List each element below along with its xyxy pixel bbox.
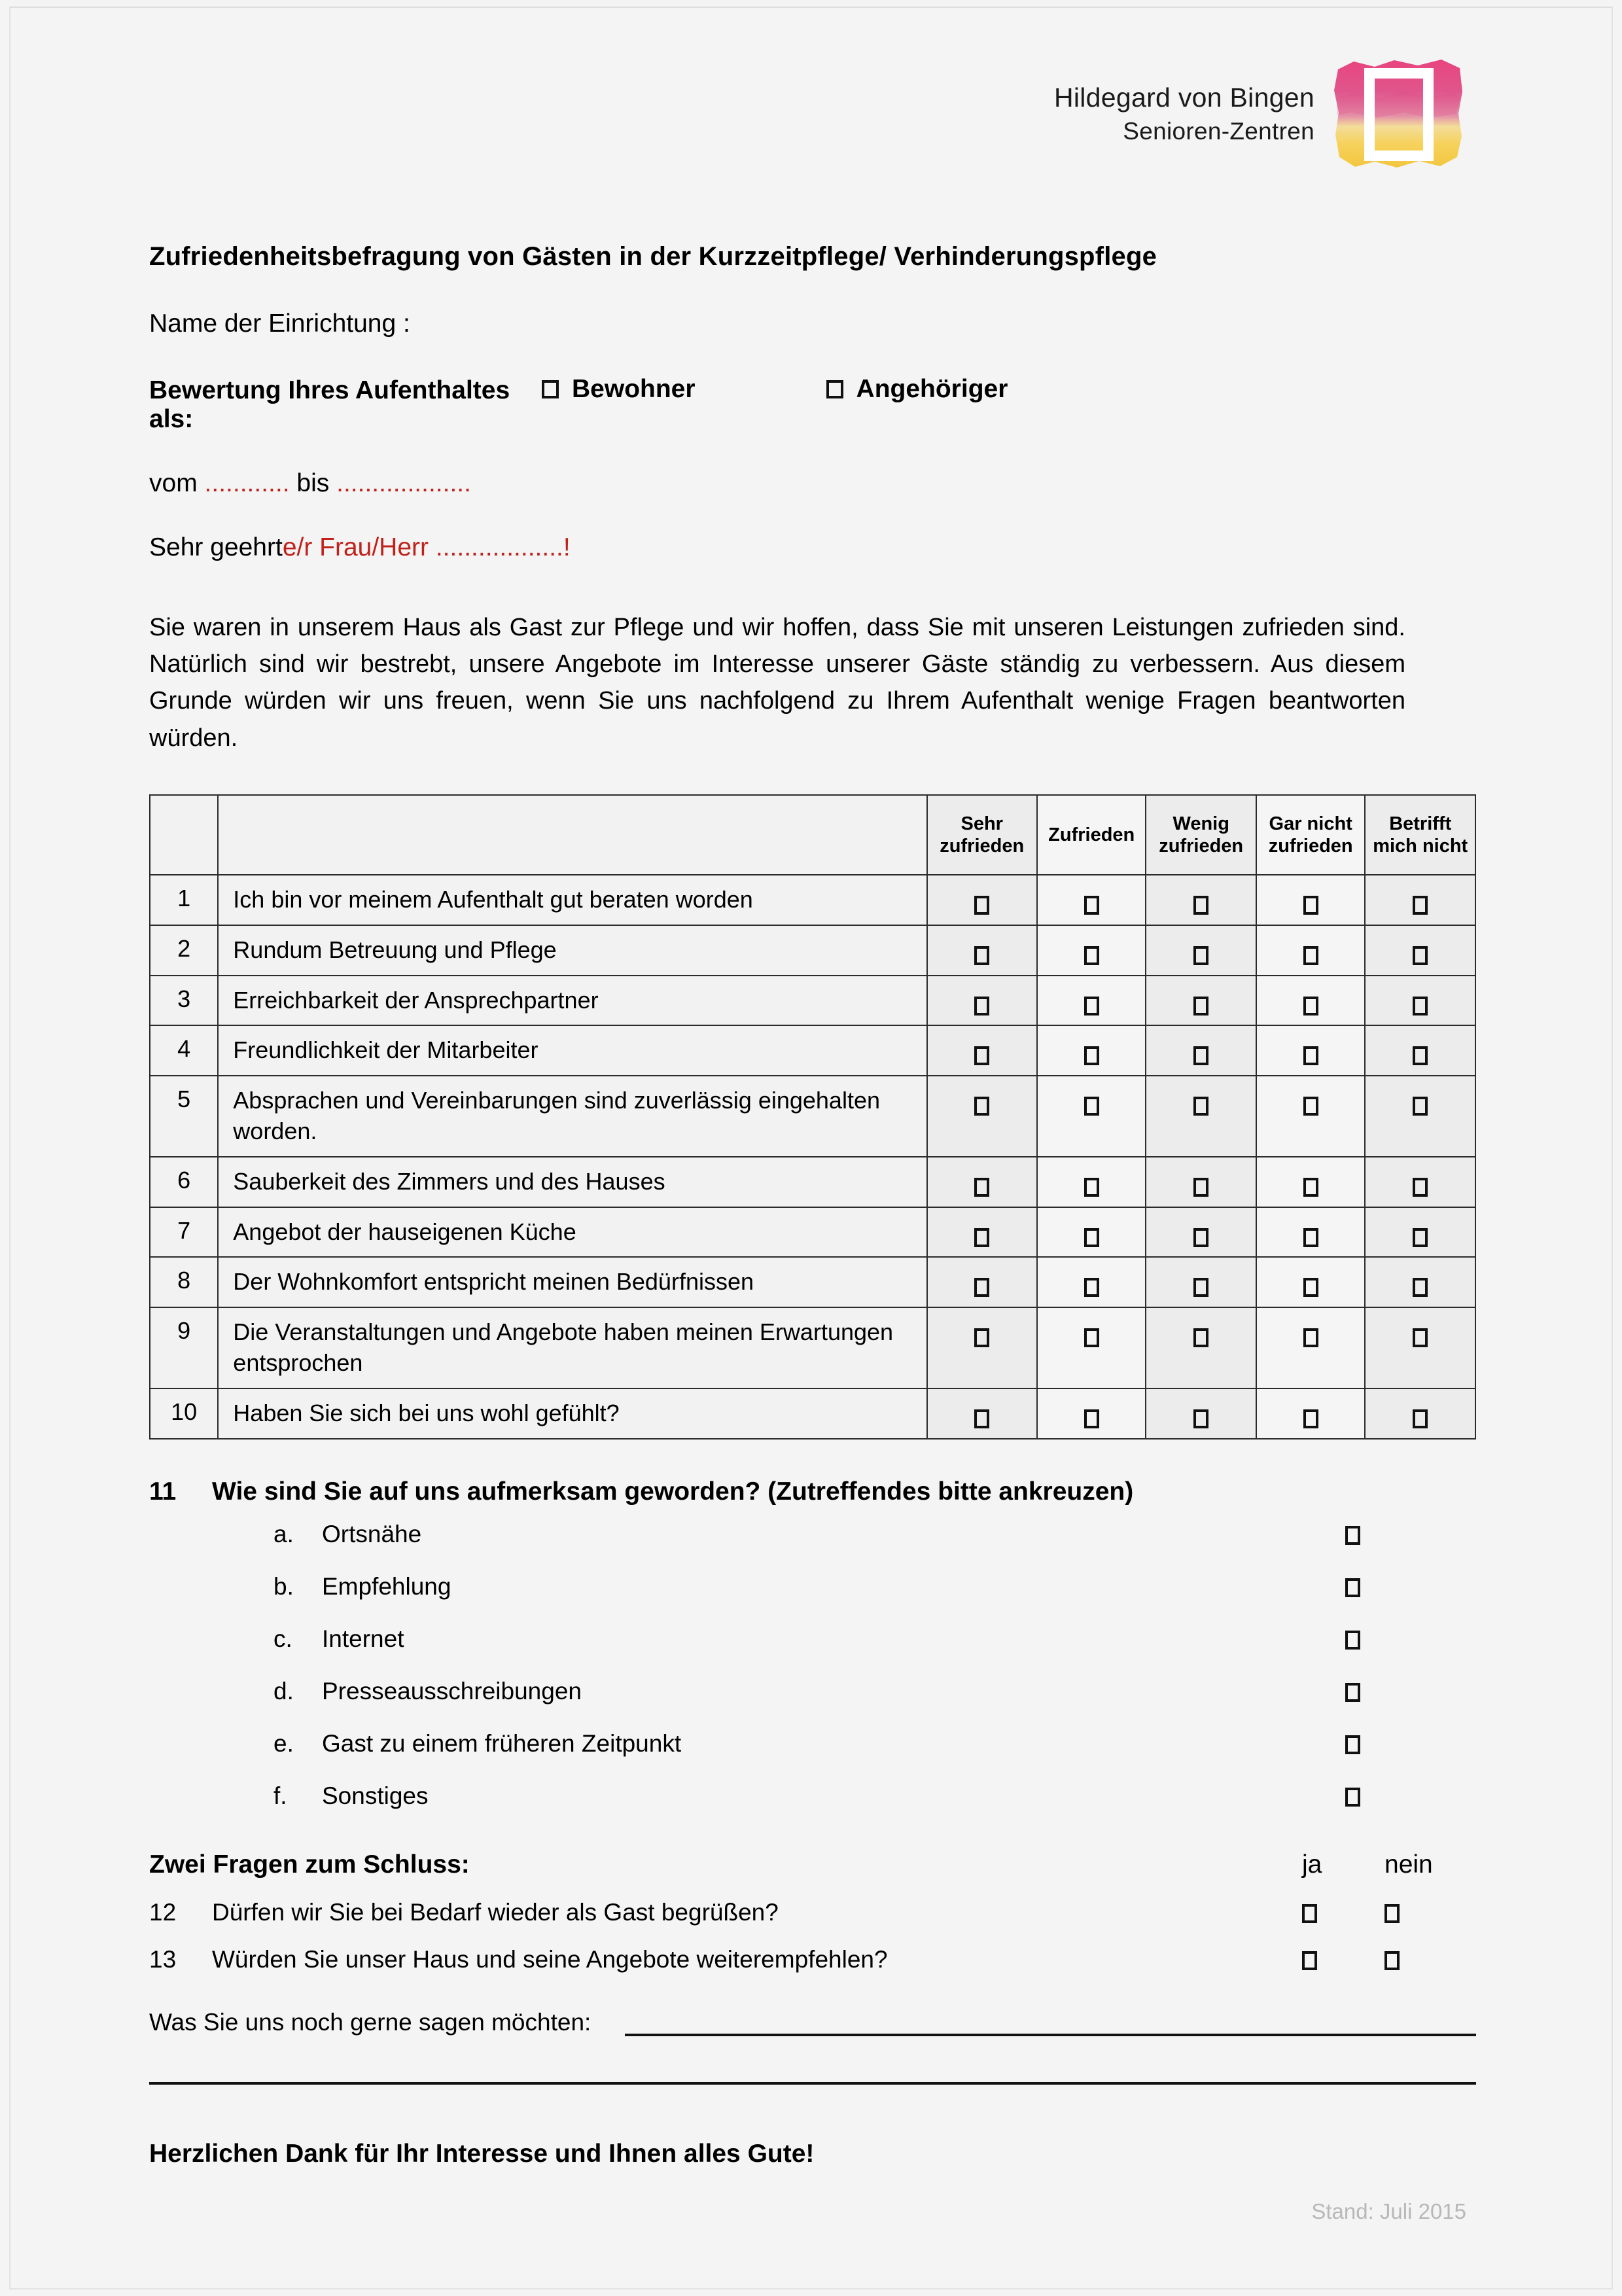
role-option-1-label: Bewohner xyxy=(572,375,696,403)
satisfaction-rating-table xyxy=(149,794,1476,1439)
rating-cell-1[interactable] xyxy=(927,925,1037,976)
checkbox-icon[interactable] xyxy=(1413,1097,1428,1116)
freetext-row xyxy=(149,2009,1476,2036)
checkbox-icon[interactable] xyxy=(974,1228,989,1247)
checkbox-icon[interactable] xyxy=(1084,896,1099,915)
option-letter: e. xyxy=(273,1729,294,1757)
checkbox-icon[interactable] xyxy=(974,997,989,1016)
period-prefix: vom xyxy=(149,469,198,497)
document-header xyxy=(0,58,1622,175)
header-line-1: Betrifft xyxy=(1389,813,1452,834)
row-question-text: Freundlichkeit der Mitarbeiter xyxy=(218,1025,926,1076)
checkbox-icon[interactable] xyxy=(1193,946,1208,965)
list-item xyxy=(149,1946,1476,1973)
checkbox-icon[interactable] xyxy=(974,1046,989,1065)
row-question-text: Absprachen und Vereinbarungen sind zuverlässig eingehalten worden. xyxy=(218,1076,926,1157)
option-checkbox-cell[interactable] xyxy=(1345,1521,1384,1548)
option-letter: f. xyxy=(273,1782,287,1809)
table-row xyxy=(150,1157,1475,1207)
facility-name-label: Name der Einrichtung : xyxy=(149,309,410,338)
checkbox-icon[interactable] xyxy=(1303,1278,1318,1297)
rating-cell-1[interactable] xyxy=(927,1157,1037,1207)
row-number: 8 xyxy=(150,1257,218,1307)
header-blank-num xyxy=(150,795,218,875)
rating-cell-1[interactable] xyxy=(927,1025,1037,1076)
list-item xyxy=(149,1899,1476,1926)
question-number: 13 xyxy=(149,1945,177,1973)
list-item[interactable] xyxy=(149,1782,1476,1835)
rating-cell-3[interactable] xyxy=(1146,925,1256,976)
option-checkbox-cell[interactable] xyxy=(1345,1782,1384,1810)
rating-cell-5[interactable] xyxy=(1365,976,1475,1026)
checkbox-icon[interactable] xyxy=(1084,1409,1099,1428)
role-label: Bewertung Ihres Aufenthaltes als: xyxy=(149,376,510,433)
list-item[interactable] xyxy=(149,1625,1476,1678)
closing-heading-label: Zwei Fragen zum Schluss: xyxy=(149,1850,470,1879)
checkbox-icon[interactable] xyxy=(1413,997,1428,1016)
yes-checkbox-cell[interactable] xyxy=(1302,1946,1384,1973)
header-line-1: Wenig xyxy=(1172,813,1229,834)
stay-period-row xyxy=(149,469,1476,498)
option-letter: b. xyxy=(273,1572,294,1600)
checkbox-icon[interactable] xyxy=(1413,1228,1428,1247)
row-number: 10 xyxy=(150,1388,218,1439)
column-header-betrifft-mich-nicht xyxy=(1365,795,1475,875)
rating-table-body xyxy=(150,875,1475,1439)
logo-line-2: Senioren-Zentren xyxy=(1123,117,1314,145)
checkbox-icon[interactable] xyxy=(974,1178,989,1197)
question-text: Dürfen wir Sie bei Bedarf wieder als Gast begrüßen? xyxy=(212,1898,779,1926)
checkbox-icon[interactable] xyxy=(1084,1046,1099,1065)
no-column-label: nein xyxy=(1384,1850,1433,1879)
rating-cell-3[interactable] xyxy=(1146,1157,1256,1207)
intro-paragraph: Sie waren in unserem Haus als Gast zur Pflege und wir hoffen, dass Sie mit unseren Leistungen zufrieden sind. Natürlich sind wir bestrebt, unsere Angebote im Interesse unserer Gäste ständig zu verbessern. Aus diesem Grunde würden wir uns freuen, wenn Sie uns nachfolgend zu Ihrem Aufenthalt wenige Fragen beantworten würden. xyxy=(149,614,1405,752)
no-checkbox-cell[interactable] xyxy=(1384,1899,1476,1926)
rating-cell-2[interactable] xyxy=(1037,1388,1146,1439)
yes-checkbox-cell[interactable] xyxy=(1302,1899,1384,1926)
rating-cell-2[interactable] xyxy=(1037,925,1146,976)
option-letter: c. xyxy=(273,1625,292,1652)
checkbox-angehoeriger-icon[interactable] xyxy=(826,380,843,398)
rating-cell-4[interactable] xyxy=(1256,1025,1365,1076)
checkbox-icon[interactable] xyxy=(1413,1278,1428,1297)
option-checkbox-cell[interactable] xyxy=(1345,1625,1384,1653)
column-header-zufrieden xyxy=(1037,795,1146,875)
list-item[interactable] xyxy=(149,1678,1476,1730)
checkbox-icon[interactable] xyxy=(1193,1278,1208,1297)
logo-line-1: Hildegard von Bingen xyxy=(1053,82,1314,113)
option-letter: d. xyxy=(273,1677,294,1704)
row-number: 5 xyxy=(150,1076,218,1157)
rating-cell-4[interactable] xyxy=(1256,875,1365,925)
column-header-wenig-zufrieden xyxy=(1146,795,1256,875)
checkbox-icon[interactable] xyxy=(1413,1178,1428,1197)
rating-cell-2[interactable] xyxy=(1037,1307,1146,1388)
checkbox-icon[interactable] xyxy=(1193,1097,1208,1116)
checkbox-icon[interactable] xyxy=(1345,1735,1360,1754)
checkbox-icon[interactable] xyxy=(1193,1228,1208,1247)
checkbox-icon[interactable] xyxy=(1413,1409,1428,1428)
checkbox-icon[interactable] xyxy=(1193,896,1208,915)
rating-cell-5[interactable] xyxy=(1365,1388,1475,1439)
rating-cell-4[interactable] xyxy=(1256,1388,1365,1439)
question-text: Würden Sie unser Haus und seine Angebote weiterempfehlen? xyxy=(212,1945,888,1973)
rating-cell-2[interactable] xyxy=(1037,1076,1146,1157)
document-body xyxy=(149,242,1476,2168)
rating-cell-2[interactable] xyxy=(1037,875,1146,925)
question-number: 12 xyxy=(149,1898,177,1926)
checkbox-icon[interactable] xyxy=(1413,946,1428,965)
checkbox-icon[interactable] xyxy=(974,946,989,965)
checkbox-icon[interactable] xyxy=(1384,1951,1400,1970)
list-item[interactable] xyxy=(149,1521,1476,1573)
table-row xyxy=(150,1025,1475,1076)
rating-cell-4[interactable] xyxy=(1256,1307,1365,1388)
table-header-row xyxy=(150,795,1475,875)
table-row xyxy=(150,1207,1475,1258)
watercolor-square-icon xyxy=(1331,58,1466,170)
checkbox-icon[interactable] xyxy=(974,1097,989,1116)
row-question-text: Ich bin vor meinem Aufenthalt gut beraten worden xyxy=(218,875,926,925)
row-number: 7 xyxy=(150,1207,218,1258)
row-number: 4 xyxy=(150,1025,218,1076)
checkbox-icon[interactable] xyxy=(1303,946,1318,965)
logo-wordmark xyxy=(1054,80,1314,147)
checkbox-icon[interactable] xyxy=(1193,1046,1208,1065)
header-line-2: zufrieden xyxy=(940,835,1025,857)
checkbox-icon[interactable] xyxy=(1084,1178,1099,1197)
checkbox-icon[interactable] xyxy=(1084,1228,1099,1247)
role-selection-row xyxy=(149,375,1476,434)
rating-cell-3[interactable] xyxy=(1146,1307,1256,1388)
rating-cell-4[interactable] xyxy=(1256,925,1365,976)
rating-cell-2[interactable] xyxy=(1037,976,1146,1026)
rating-cell-4[interactable] xyxy=(1256,1207,1365,1258)
list-item[interactable] xyxy=(149,1573,1476,1625)
period-dots-to[interactable]: ................... xyxy=(336,469,471,497)
checkbox-icon[interactable] xyxy=(1345,1631,1360,1650)
checkbox-icon[interactable] xyxy=(974,1409,989,1428)
checkbox-icon[interactable] xyxy=(1384,1904,1400,1923)
rating-cell-1[interactable] xyxy=(927,976,1037,1026)
checkbox-icon[interactable] xyxy=(974,1328,989,1347)
checkbox-icon[interactable] xyxy=(1413,896,1428,915)
header-line-2: zufrieden xyxy=(1268,835,1353,857)
checkbox-icon[interactable] xyxy=(1303,1328,1318,1347)
page-title: Zufriedenheitsbefragung von Gästen in der Kurzzeitpflege/ Verhinderungspflege xyxy=(149,242,1157,271)
checkbox-bewohner-icon[interactable] xyxy=(542,380,559,398)
question-11-text: Wie sind Sie auf uns aufmerksam geworden? (Zutreffendes bitte ankreuzen) xyxy=(212,1477,1134,1506)
option-label: Sonstiges xyxy=(322,1782,429,1809)
rating-cell-5[interactable] xyxy=(1365,1207,1475,1258)
checkbox-icon[interactable] xyxy=(974,1278,989,1297)
header-line-2: zufrieden xyxy=(1159,835,1244,857)
rating-cell-3[interactable] xyxy=(1146,875,1256,925)
question-11 xyxy=(149,1477,1476,1506)
salutation-prefix: Sehr geehrt xyxy=(149,533,283,561)
checkbox-icon[interactable] xyxy=(1303,896,1318,915)
row-question-text: Sauberkeit des Zimmers und des Hauses xyxy=(218,1157,926,1207)
rating-cell-4[interactable] xyxy=(1256,1257,1365,1307)
freetext-input-line-2[interactable] xyxy=(149,2079,1476,2085)
header-line-1: Zufrieden xyxy=(1048,824,1135,845)
checkbox-icon[interactable] xyxy=(1193,997,1208,1016)
option-label: Ortsnähe xyxy=(322,1520,422,1547)
checkbox-icon[interactable] xyxy=(1413,1328,1428,1347)
table-row xyxy=(150,925,1475,976)
rating-cell-3[interactable] xyxy=(1146,976,1256,1026)
yes-column-label: ja xyxy=(1302,1850,1322,1879)
rating-cell-3[interactable] xyxy=(1146,1257,1256,1307)
row-number: 9 xyxy=(150,1307,218,1388)
checkbox-icon[interactable] xyxy=(974,896,989,915)
option-checkbox-cell[interactable] xyxy=(1345,1573,1384,1600)
table-row xyxy=(150,875,1475,925)
checkbox-icon[interactable] xyxy=(1345,1788,1360,1807)
row-question-text: Angebot der hauseigenen Küche xyxy=(218,1207,926,1258)
role-option-2-label: Angehöriger xyxy=(856,375,1008,403)
company-logo xyxy=(1054,58,1466,170)
header-line-2: mich nicht xyxy=(1373,835,1468,857)
option-checkbox-cell[interactable] xyxy=(1345,1678,1384,1705)
rating-cell-5[interactable] xyxy=(1365,925,1475,976)
checkbox-icon[interactable] xyxy=(1084,1278,1099,1297)
closing-questions-list xyxy=(149,1899,1476,1973)
option-label: Empfehlung xyxy=(322,1572,451,1600)
checkbox-icon[interactable] xyxy=(1345,1526,1360,1545)
rating-cell-3[interactable] xyxy=(1146,1076,1256,1157)
role-option-bewohner[interactable] xyxy=(542,375,696,404)
period-middle: bis xyxy=(296,469,330,497)
option-checkbox-cell[interactable] xyxy=(1345,1730,1384,1757)
rating-cell-1[interactable] xyxy=(927,1307,1037,1388)
rating-cell-1[interactable] xyxy=(927,1207,1037,1258)
checkbox-icon[interactable] xyxy=(1303,1228,1318,1247)
header-blank-text xyxy=(218,795,926,875)
salutation-line xyxy=(149,533,1476,562)
freetext-label: Was Sie uns noch gerne sagen möchten: xyxy=(149,2008,591,2036)
period-dots-from[interactable]: ............ xyxy=(204,469,290,497)
thanks-message: Herzlichen Dank für Ihr Interesse und Ihnen alles Gute! xyxy=(149,2139,815,2168)
rating-cell-5[interactable] xyxy=(1365,1307,1475,1388)
checkbox-icon[interactable] xyxy=(1302,1951,1317,1970)
row-question-text: Haben Sie sich bei uns wohl gefühlt? xyxy=(218,1388,926,1439)
no-checkbox-cell[interactable] xyxy=(1384,1946,1476,1973)
question-11-number: 11 xyxy=(149,1477,177,1506)
table-row xyxy=(150,976,1475,1026)
checkbox-icon[interactable] xyxy=(1193,1409,1208,1428)
rating-cell-2[interactable] xyxy=(1037,1257,1146,1307)
checkbox-icon[interactable] xyxy=(1303,1097,1318,1116)
header-line-1: Sehr xyxy=(961,813,1003,834)
option-label: Internet xyxy=(322,1625,404,1652)
checkbox-icon[interactable] xyxy=(1345,1683,1360,1702)
table-row xyxy=(150,1076,1475,1157)
header-line-1: Gar nicht xyxy=(1269,813,1352,834)
checkbox-icon[interactable] xyxy=(1084,1097,1099,1116)
column-header-sehr-zufrieden xyxy=(927,795,1037,875)
checkbox-icon[interactable] xyxy=(1303,1046,1318,1065)
rating-cell-5[interactable] xyxy=(1365,875,1475,925)
rating-cell-3[interactable] xyxy=(1146,1207,1256,1258)
checkbox-icon[interactable] xyxy=(1302,1904,1317,1923)
option-label: Presseausschreibungen xyxy=(322,1677,582,1704)
row-question-text: Der Wohnkomfort entspricht meinen Bedürfnissen xyxy=(218,1257,926,1307)
closing-questions-heading-row xyxy=(149,1850,1476,1879)
row-question-text: Rundum Betreuung und Pflege xyxy=(218,925,926,976)
salutation-placeholder[interactable]: e/r Frau/Herr ..................! xyxy=(282,533,571,561)
rating-cell-1[interactable] xyxy=(927,1388,1037,1439)
checkbox-icon[interactable] xyxy=(1345,1578,1360,1597)
checkbox-icon[interactable] xyxy=(1084,997,1099,1016)
checkbox-icon[interactable] xyxy=(1084,1328,1099,1347)
rating-cell-4[interactable] xyxy=(1256,976,1365,1026)
rating-cell-3[interactable] xyxy=(1146,1388,1256,1439)
table-row xyxy=(150,1307,1475,1388)
checkbox-icon[interactable] xyxy=(1084,946,1099,965)
rating-cell-4[interactable] xyxy=(1256,1157,1365,1207)
rating-cell-2[interactable] xyxy=(1037,1157,1146,1207)
option-label: Gast zu einem früheren Zeitpunkt xyxy=(322,1729,682,1757)
row-number: 3 xyxy=(150,976,218,1026)
rating-cell-3[interactable] xyxy=(1146,1025,1256,1076)
checkbox-icon[interactable] xyxy=(1303,1409,1318,1428)
rating-cell-1[interactable] xyxy=(927,875,1037,925)
row-question-text: Erreichbarkeit der Ansprechpartner xyxy=(218,976,926,1026)
rating-cell-2[interactable] xyxy=(1037,1207,1146,1258)
rating-cell-1[interactable] xyxy=(927,1257,1037,1307)
list-item[interactable] xyxy=(149,1730,1476,1782)
checkbox-icon[interactable] xyxy=(1193,1178,1208,1197)
row-number: 1 xyxy=(150,875,218,925)
row-number: 6 xyxy=(150,1157,218,1207)
checkbox-icon[interactable] xyxy=(1303,997,1318,1016)
rating-cell-5[interactable] xyxy=(1365,1076,1475,1157)
rating-cell-4[interactable] xyxy=(1256,1076,1365,1157)
checkbox-icon[interactable] xyxy=(1413,1046,1428,1065)
table-row xyxy=(150,1388,1475,1439)
row-question-text: Die Veranstaltungen und Angebote haben meinen Erwartungen entsprochen xyxy=(218,1307,926,1388)
option-letter: a. xyxy=(273,1520,294,1547)
checkbox-icon[interactable] xyxy=(1303,1178,1318,1197)
rating-cell-5[interactable] xyxy=(1365,1157,1475,1207)
role-option-angehoeriger[interactable] xyxy=(826,375,1008,404)
row-number: 2 xyxy=(150,925,218,976)
document-version-stamp: Stand: Juli 2015 xyxy=(1311,2199,1466,2223)
column-header-gar-nicht-zufrieden xyxy=(1256,795,1365,875)
rating-cell-2[interactable] xyxy=(1037,1025,1146,1076)
rating-cell-1[interactable] xyxy=(927,1076,1037,1157)
rating-cell-5[interactable] xyxy=(1365,1257,1475,1307)
checkbox-icon[interactable] xyxy=(1193,1328,1208,1347)
question-11-options xyxy=(149,1521,1476,1835)
table-row xyxy=(150,1257,1475,1307)
rating-cell-5[interactable] xyxy=(1365,1025,1475,1076)
freetext-input-line-1[interactable] xyxy=(625,2024,1476,2036)
